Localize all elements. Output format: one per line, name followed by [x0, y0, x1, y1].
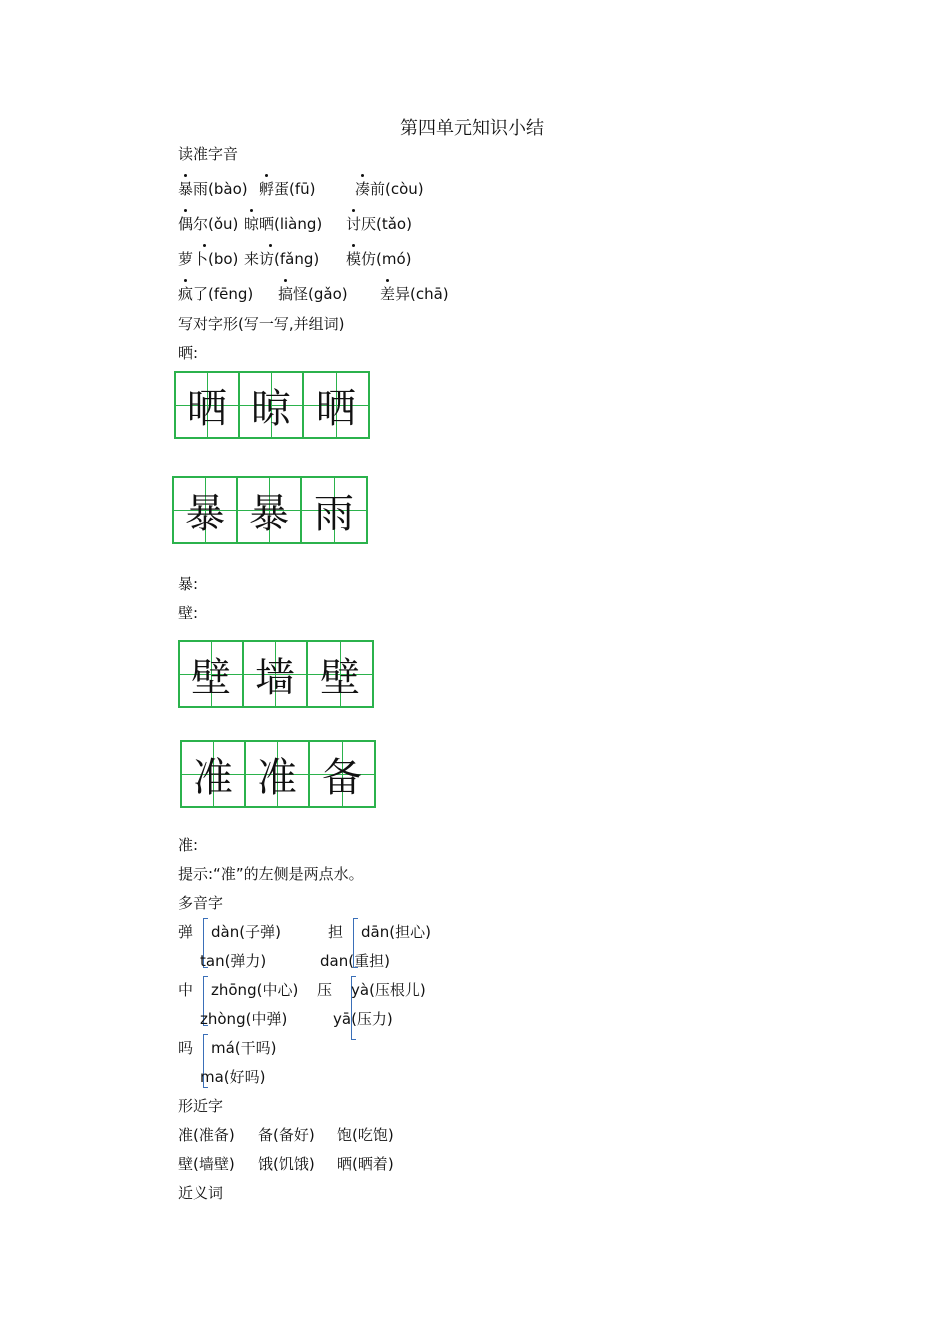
grid-char: 壁 [191, 654, 231, 701]
pron-item: 孵蛋(fū) [259, 180, 316, 198]
grid-cell [246, 742, 310, 806]
writing-grid-3 [178, 640, 374, 708]
grid-char: 墙 [255, 654, 295, 701]
grid-char: 晒 [316, 385, 356, 432]
emphasis-dot [386, 279, 389, 282]
pron-item: 搞怪(gǎo) [278, 285, 348, 303]
pron-item: 讨厌(tǎo) [346, 215, 412, 233]
poly-reading: yā(压力) [333, 1010, 393, 1028]
similar-item: 饱(吃饱) [337, 1126, 394, 1144]
label-shai: 晒: [178, 344, 199, 362]
pron-item: 凑前(còu) [355, 180, 424, 198]
emphasis-dot [184, 209, 187, 212]
label-bao: 暴: [178, 575, 199, 593]
grid-cell [182, 742, 246, 806]
poly-char: 吗 [178, 1039, 194, 1057]
poly-reading: dān(担心) [361, 923, 431, 941]
poly-reading: yà(压根儿) [351, 981, 426, 999]
pron-item: 模仿(mó) [346, 250, 412, 268]
grid-cell [244, 642, 308, 706]
similar-item: 备(备好) [258, 1126, 315, 1144]
emphasis-dot [250, 209, 253, 212]
grid-char: 晾 [251, 385, 291, 432]
grid-char: 暴 [249, 490, 289, 537]
pron-item: 晾晒(liàng) [244, 215, 323, 233]
section-write-heading: 写对字形(写一写,并组词) [178, 315, 345, 333]
section-multi-heading: 多音字 [178, 894, 224, 912]
pron-item: 疯了(fēng) [178, 285, 254, 303]
pron-item: 差异(chā) [380, 285, 449, 303]
label-bi: 壁: [178, 604, 199, 622]
section-similar-heading: 形近字 [178, 1097, 224, 1115]
poly-char: 担 [328, 923, 344, 941]
grid-cell [304, 373, 368, 437]
pron-item: 偶尔(ǒu) [178, 215, 239, 233]
label-zhun: 准: [178, 836, 199, 854]
writing-grid-4 [180, 740, 376, 808]
writing-grid-2 [172, 476, 368, 544]
grid-cell [308, 642, 372, 706]
emphasis-dot [269, 244, 272, 247]
grid-cell [302, 478, 366, 542]
emphasis-dot [265, 174, 268, 177]
poly-reading: zhōng(中心) [211, 981, 299, 999]
grid-cell [240, 373, 304, 437]
poly-reading: dàn(子弹) [211, 923, 281, 941]
poly-reading: dan(重担) [320, 952, 390, 970]
grid-char: 准 [257, 754, 297, 801]
emphasis-dot [203, 244, 206, 247]
poly-reading: tan(弹力) [200, 952, 267, 970]
page-title: 第四单元知识小结 [400, 118, 544, 139]
emphasis-dot [284, 279, 287, 282]
emphasis-dot [352, 209, 355, 212]
section-synonym-heading: 近义词 [178, 1184, 224, 1202]
hint-text: 提示:“准”的左侧是两点水。 [178, 865, 364, 883]
pron-item: 来访(fǎng) [244, 250, 320, 268]
grid-char: 准 [193, 754, 233, 801]
grid-char: 暴 [185, 490, 225, 537]
pron-item: 暴雨(bào) [178, 180, 248, 198]
grid-cell [310, 742, 374, 806]
grid-cell [176, 373, 240, 437]
emphasis-dot [352, 244, 355, 247]
emphasis-dot [184, 279, 187, 282]
poly-reading: má(干吗) [211, 1039, 277, 1057]
grid-cell [180, 642, 244, 706]
similar-item: 壁(墙壁) [178, 1155, 235, 1173]
writing-grid-1 [174, 371, 370, 439]
grid-char: 晒 [187, 385, 227, 432]
grid-cell [238, 478, 302, 542]
emphasis-dot [361, 174, 364, 177]
poly-char: 中 [178, 981, 194, 999]
similar-item: 准(准备) [178, 1126, 235, 1144]
section-read-heading: 读准字音 [178, 145, 239, 163]
similar-item: 饿(饥饿) [258, 1155, 315, 1173]
grid-char: 备 [322, 754, 362, 801]
poly-reading: ma(好吗) [200, 1068, 266, 1086]
grid-cell [174, 478, 238, 542]
similar-item: 晒(晒着) [337, 1155, 394, 1173]
poly-char: 弹 [178, 923, 194, 941]
pron-item: 萝卜(bo) [178, 250, 239, 268]
grid-char: 壁 [320, 654, 360, 701]
poly-reading: zhòng(中弹) [200, 1010, 288, 1028]
emphasis-dot [184, 174, 187, 177]
poly-char: 压 [317, 981, 333, 999]
grid-char: 雨 [314, 490, 354, 537]
